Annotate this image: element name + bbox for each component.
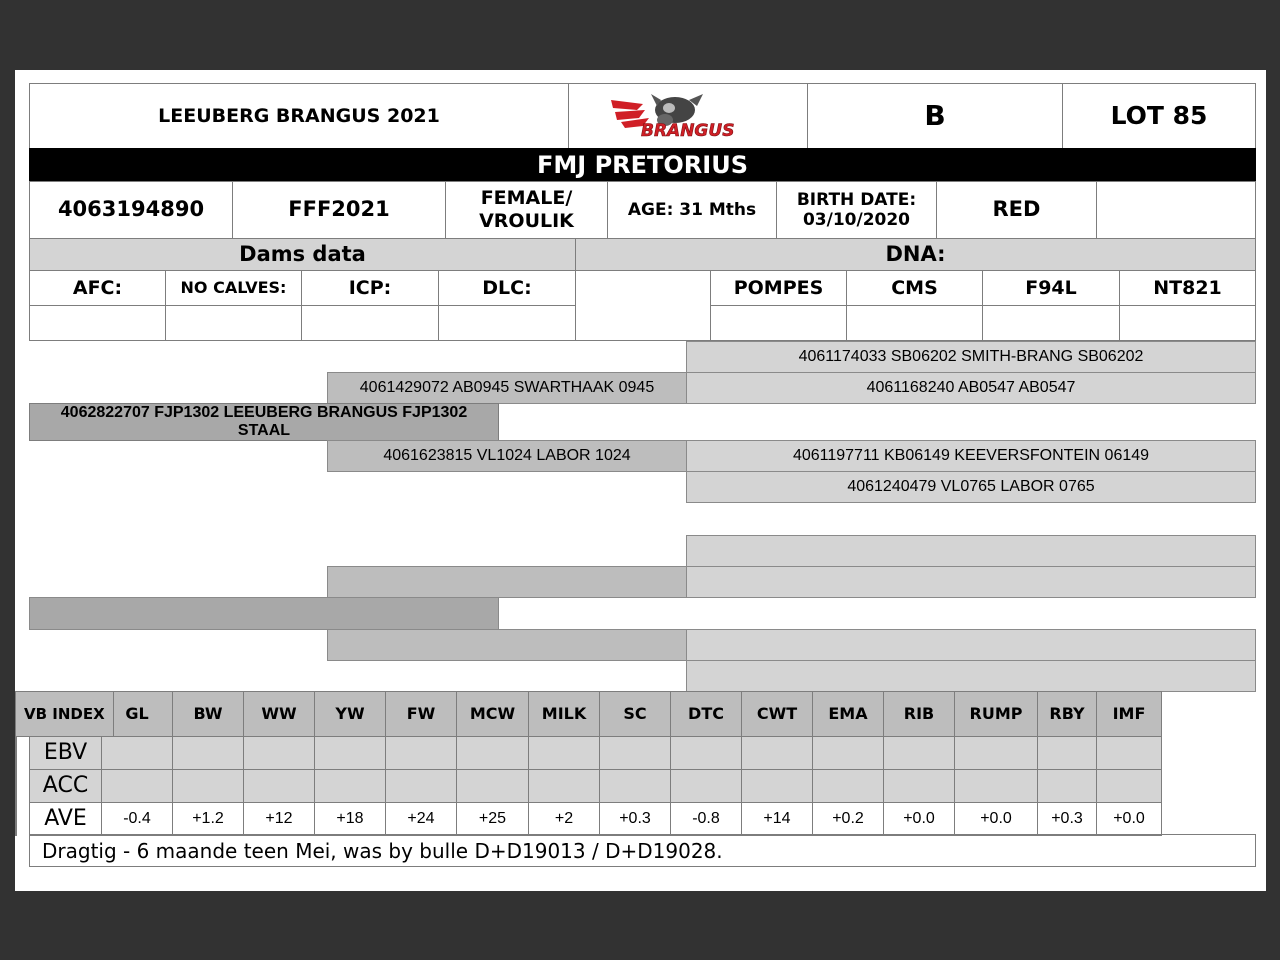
pedigree-sire-sire: 4061429072 AB0945 SWARTHAAK 0945 <box>327 372 687 404</box>
sale-title: LEEUBERG BRANGUS 2021 <box>29 83 569 149</box>
pedigree-dam-sire <box>327 566 687 598</box>
ebv-value-bw <box>172 736 244 770</box>
pedigree-sire: 4062822707 FJP1302 LEEUBERG BRANGUS FJP1302 STAAL <box>29 403 499 441</box>
ebv-value-sc <box>599 736 671 770</box>
acc-value-ema <box>812 769 884 803</box>
ebv-value-ema <box>812 736 884 770</box>
ebv-header-milk: MILK <box>528 691 600 737</box>
pedigree-ds-dam <box>686 566 1256 598</box>
pedigree-sd-dam: 4061240479 VL0765 LABOR 0765 <box>686 471 1256 503</box>
acc-value-gl <box>101 769 173 803</box>
acc-value-rib <box>883 769 955 803</box>
f94l-label: F94L <box>982 270 1120 306</box>
pedigree-sd-sire: 4061197711 KB06149 KEEVERSFONTEIN 06149 <box>686 440 1256 472</box>
dna-title: DNA: <box>575 238 1256 271</box>
ebv-row-label-acc: ACC <box>29 769 102 803</box>
lot-number: LOT 85 <box>1062 83 1256 149</box>
logo-text: BRANGUS <box>641 121 735 141</box>
pompes-value <box>710 305 847 341</box>
pedigree-ds-sire <box>686 535 1256 567</box>
ebv-value-mcw <box>456 736 529 770</box>
acc-value-cwt <box>741 769 813 803</box>
ebv-header-cwt: CWT <box>741 691 813 737</box>
ebv-header-sc: SC <box>599 691 671 737</box>
birth-date: BIRTH DATE: 03/10/2020 <box>776 181 937 239</box>
animal-ident: FFF2021 <box>232 181 446 239</box>
dlc-value <box>438 305 576 341</box>
registration-number: 4063194890 <box>29 181 233 239</box>
icp-label: ICP: <box>301 270 439 306</box>
pedigree-dd-dam <box>686 660 1256 692</box>
acc-value-milk <box>528 769 600 803</box>
ave-value-rby: +0.3 <box>1037 802 1097 836</box>
ave-value-imf: +0.0 <box>1096 802 1162 836</box>
dna-spacer <box>575 270 711 341</box>
ave-value-mcw: +25 <box>456 802 529 836</box>
ebv-header-rby: RBY <box>1037 691 1097 737</box>
ebv-value-milk <box>528 736 600 770</box>
ebv-value-dtc <box>670 736 742 770</box>
ebv-value-imf <box>1096 736 1162 770</box>
ebv-header-gl: GL <box>101 691 173 737</box>
ebv-row-label-ave: AVE <box>29 802 102 836</box>
acc-value-sc <box>599 769 671 803</box>
ave-value-sc: +0.3 <box>599 802 671 836</box>
owner-name: FMJ PRETORIUS <box>29 148 1256 182</box>
ebv-vb-index-value <box>15 736 17 836</box>
animal-extra <box>1096 181 1256 239</box>
ebv-header-mcw: MCW <box>456 691 529 737</box>
category-letter: B <box>807 83 1063 149</box>
animal-colour: RED <box>936 181 1097 239</box>
pompes-label: POMPES <box>710 270 847 306</box>
ebv-value-rump <box>954 736 1038 770</box>
f94l-value <box>982 305 1120 341</box>
no-calves-value <box>165 305 302 341</box>
acc-value-rump <box>954 769 1038 803</box>
icp-value <box>301 305 439 341</box>
pedigree-dam <box>29 597 499 630</box>
ebv-value-rib <box>883 736 955 770</box>
ave-value-cwt: +14 <box>741 802 813 836</box>
ave-value-yw: +18 <box>314 802 386 836</box>
acc-value-yw <box>314 769 386 803</box>
animal-sex: FEMALE/ VROULIK <box>445 181 608 239</box>
ebv-header-rib: RIB <box>883 691 955 737</box>
ave-value-rib: +0.0 <box>883 802 955 836</box>
acc-value-mcw <box>456 769 529 803</box>
acc-value-fw <box>385 769 457 803</box>
nt821-label: NT821 <box>1119 270 1256 306</box>
afc-label: AFC: <box>29 270 166 306</box>
ebv-value-yw <box>314 736 386 770</box>
ebv-value-ww <box>243 736 315 770</box>
ebv-header-yw: YW <box>314 691 386 737</box>
ave-value-bw: +1.2 <box>172 802 244 836</box>
ebv-header-rump: RUMP <box>954 691 1038 737</box>
acc-value-rby <box>1037 769 1097 803</box>
brangus-logo <box>568 83 808 149</box>
acc-value-bw <box>172 769 244 803</box>
ebv-header-vb-index: VB INDEX <box>15 691 114 737</box>
ebv-header-dtc: DTC <box>670 691 742 737</box>
ave-value-rump: +0.0 <box>954 802 1038 836</box>
ave-value-dtc: -0.8 <box>670 802 742 836</box>
acc-value-ww <box>243 769 315 803</box>
cms-label: CMS <box>846 270 983 306</box>
ebv-value-fw <box>385 736 457 770</box>
ave-value-gl: -0.4 <box>101 802 173 836</box>
animal-age: AGE: 31 Mths <box>607 181 777 239</box>
ebv-header-fw: FW <box>385 691 457 737</box>
ave-value-fw: +24 <box>385 802 457 836</box>
pedigree-ss-sire: 4061174033 SB06202 SMITH-BRANG SB06202 <box>686 341 1256 373</box>
pedigree-dd-sire <box>686 629 1256 661</box>
nt821-value <box>1119 305 1256 341</box>
ave-value-ww: +12 <box>243 802 315 836</box>
acc-value-imf <box>1096 769 1162 803</box>
ebv-header-imf: IMF <box>1096 691 1162 737</box>
remark: Dragtig - 6 maande teen Mei, was by bulle D+D19013 / D+D19028. <box>29 834 1256 867</box>
dlc-label: DLC: <box>438 270 576 306</box>
acc-value-dtc <box>670 769 742 803</box>
bull-head-icon <box>603 90 773 142</box>
dams-data-title: Dams data <box>29 238 576 271</box>
ebv-header-bw: BW <box>172 691 244 737</box>
lot-card <box>15 70 1266 891</box>
cms-value <box>846 305 983 341</box>
ebv-value-cwt <box>741 736 813 770</box>
ave-value-ema: +0.2 <box>812 802 884 836</box>
ebv-header-ema: EMA <box>812 691 884 737</box>
pedigree-ss-dam: 4061168240 AB0547 AB0547 <box>686 372 1256 404</box>
ebv-row-label-ebv: EBV <box>29 736 102 770</box>
ave-value-milk: +2 <box>528 802 600 836</box>
no-calves-label: NO CALVES: <box>165 270 302 306</box>
afc-value <box>29 305 166 341</box>
pedigree-dam-dam <box>327 629 687 661</box>
ebv-value-gl <box>101 736 173 770</box>
ebv-header-ww: WW <box>243 691 315 737</box>
pedigree-sire-dam: 4061623815 VL1024 LABOR 1024 <box>327 440 687 472</box>
ebv-value-rby <box>1037 736 1097 770</box>
